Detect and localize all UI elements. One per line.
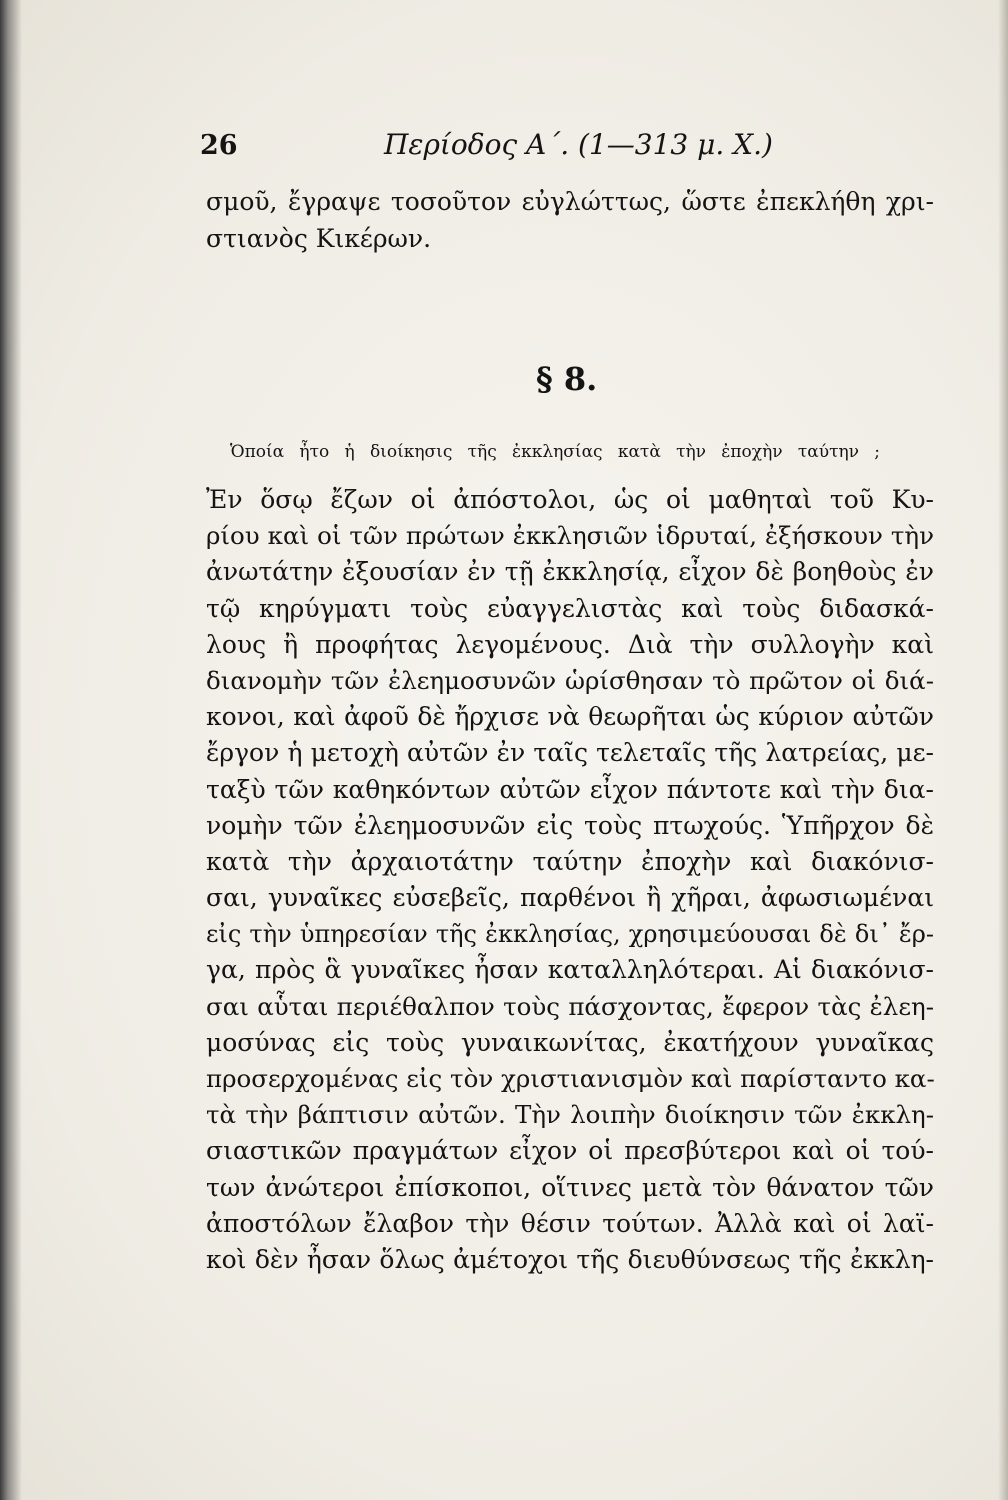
- text-line: ταξὺ τῶν καθηκόντων αὐτῶν εἶχον πάντοτε καὶ τὴν δια-: [206, 774, 934, 804]
- text-line: εἰς τὴν ὑπηρεσίαν τῆς ἐκκλησίας, χρησιμεύουσαι δὲ δι᾽ ἔρ-: [206, 920, 934, 949]
- page-gutter-shadow: [0, 0, 22, 1500]
- text-line: τῷ κηρύγματι τοὺς εὐαγγελιστὰς καὶ τοὺς διδασκά-: [206, 593, 934, 623]
- body-paragraph: [206, 482, 934, 1278]
- text-line: σαι, γυναῖκες εὐσεβεῖς, παρθένοι ἢ χῆραι, ἀφωσιωμέναι: [206, 883, 934, 913]
- text-line: διανομὴν τῶν ἐλεημοσυνῶν ὡρίσθησαν τὸ πρῶτον οἱ διά-: [206, 665, 934, 695]
- text-line: σιαστικῶν πραγμάτων εἶχον οἱ πρεσβύτεροι καὶ οἱ τού-: [206, 1136, 934, 1166]
- text-line: νομὴν τῶν ἐλεημοσυνῶν εἰς τοὺς πτωχούς. Ὑπῆρχον δὲ: [206, 810, 934, 840]
- text-line: των ἀνώτεροι ἐπίσκοποι, οἵτινες μετὰ τὸν θάνατον τῶν: [206, 1172, 934, 1202]
- text-line: στιανὸς Κικέρων.: [206, 224, 432, 253]
- text-line: ἀνωτάτην ἐξουσίαν ἐν τῇ ἐκκλησίᾳ, εἶχον δὲ βοηθοὺς ἐν: [206, 557, 934, 587]
- text-line: λους ἢ προφήτας λεγομένους. Διὰ τὴν συλλογὴν καὶ: [206, 629, 934, 659]
- text-line: σαι αὗται περιέθαλπον τοὺς πάσχοντας, ἔφερον τὰς ἐλεη-: [206, 991, 934, 1021]
- text-line: ἔργον ἡ μετοχὴ αὐτῶν ἐν ταῖς τελεταῖς τῆς λατρείας, με-: [206, 738, 934, 768]
- text-line: ρίου καὶ οἱ τῶν πρώτων ἐκκλησιῶν ἱδρυταί, ἐξήσκουν τὴν: [206, 521, 934, 551]
- text-line: προσερχομένας εἰς τὸν χριστιανισμὸν καὶ παρίσταντο κα-: [206, 1064, 935, 1093]
- text-line: κατὰ τὴν ἀρχαιοτάτην ταύτην ἐποχὴν καὶ διακόνισ-: [206, 846, 934, 876]
- text-line: γα, πρὸς ἃ γυναῖκες ἦσαν καταλληλότεραι. Αἱ διακόνισ-: [206, 955, 934, 985]
- running-head: Περίοδος Α΄. (1—313 μ. Χ.): [384, 128, 773, 161]
- page-header: [200, 126, 940, 166]
- text-line: κοὶ δὲν ἦσαν ὅλως ἀμέτοχοι τῆς διευθύνσεως τῆς ἐκκλη-: [206, 1244, 934, 1274]
- text-line: Ἐν ὅσῳ ἔζων οἱ ἀπόστολοι, ὡς οἱ μαθηταὶ τοῦ Κυ-: [206, 485, 934, 514]
- page-number: 26: [200, 130, 238, 161]
- text-line: τὰ τὴν βάπτισιν αὐτῶν. Τὴν λοιπὴν διοίκησιν τῶν ἐκκλη-: [206, 1100, 934, 1130]
- intro-paragraph: [206, 183, 934, 257]
- section-heading: § 8.: [536, 360, 598, 398]
- text-line: κονοι, καὶ ἀφοῦ δὲ ἤρχισε νὰ θεωρῆται ὡς κύριον αὐτῶν: [206, 702, 934, 732]
- page-edge: [998, 0, 1008, 1500]
- text-line: μοσύνας εἰς τοὺς γυναικωνίτας, ἐκατήχουν γυναῖκας: [206, 1027, 934, 1057]
- section-question: Ὁποία ἦτο ἡ διοίκησις τῆς ἐκκλησίας κατὰ τὴν ἐποχὴν ταύτην ;: [230, 442, 880, 462]
- text-line: σμοῦ, ἔγραψε τοσοῦτον εὐγλώττως, ὥστε ἐπεκλήθη χρι-: [206, 187, 934, 216]
- text-line: ἀποστόλων ἔλαβον τὴν θέσιν τούτων. Ἀλλὰ καὶ οἱ λαϊ-: [206, 1208, 934, 1238]
